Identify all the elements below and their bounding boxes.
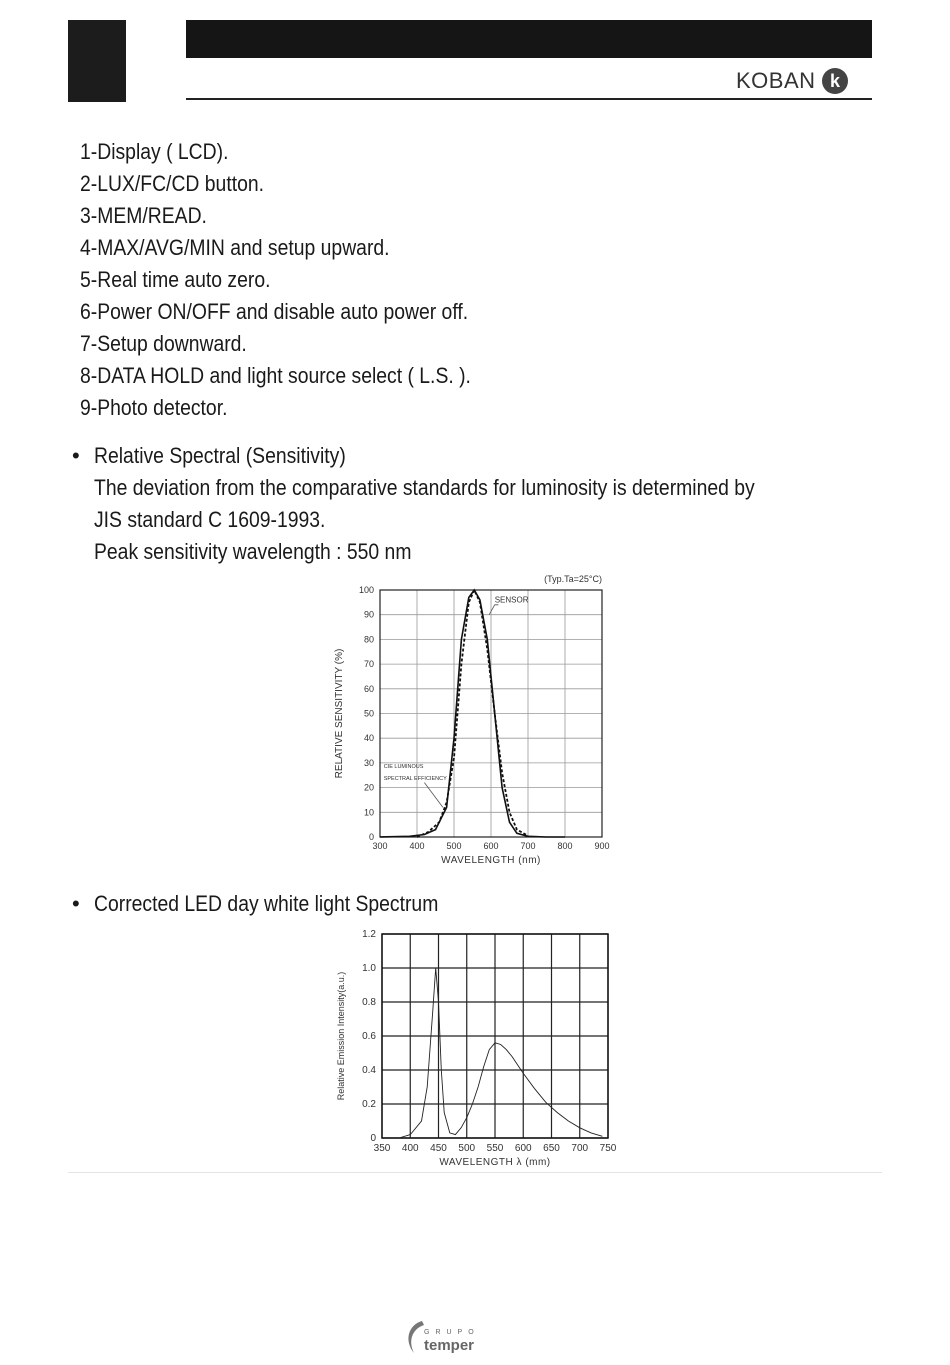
- x-tick-label: 650: [543, 1143, 560, 1154]
- y-tick-label: 0.6: [362, 1031, 376, 1042]
- y-tick-label: 0.8: [362, 997, 376, 1008]
- x-tick-label: 750: [599, 1143, 617, 1154]
- y-tick-label: 80: [363, 634, 374, 645]
- x-tick-label: 300: [372, 841, 388, 851]
- section-title: Corrected LED day white light Spectrum: [94, 891, 439, 916]
- paragraph-line: Peak sensitivity wavelength : 550 nm: [94, 539, 412, 564]
- list-item: 3-MEM/READ.: [80, 203, 207, 228]
- x-tick-label: 400: [401, 1143, 419, 1154]
- page-tab-marker: [68, 20, 126, 102]
- y-tick-label: 70: [363, 659, 374, 670]
- y-tick-label: 0: [370, 1133, 376, 1144]
- x-tick-label: 450: [430, 1143, 447, 1154]
- paragraph-line: JIS standard C 1609-1993.: [94, 507, 326, 532]
- list-item: 4-MAX/AVG/MIN and setup upward.: [80, 235, 390, 260]
- y-tick-label: 10: [363, 807, 374, 818]
- list-item: 5-Real time auto zero.: [80, 267, 271, 292]
- led-spectrum-chart: [320, 925, 630, 1175]
- x-tick-label: 400: [409, 841, 425, 851]
- relative-sensitivity-svg: [320, 570, 630, 875]
- x-axis-label: WAVELENGTH λ (mm): [439, 1157, 551, 1168]
- list-item: 2-LUX/FC/CD button.: [80, 171, 264, 196]
- y-tick-label: 100: [358, 585, 374, 595]
- x-tick-label: 600: [483, 841, 499, 851]
- y-tick-label: 0: [368, 832, 374, 842]
- led-spectrum-svg: [320, 925, 630, 1175]
- section-title: Relative Spectral (Sensitivity): [94, 443, 346, 468]
- bullet-icon: •: [72, 891, 80, 916]
- list-item: 1-Display ( LCD).: [80, 139, 229, 164]
- x-tick-label: 700: [571, 1143, 589, 1154]
- sensor-label: SENSOR: [494, 595, 529, 605]
- logo-text-big: temper: [424, 1337, 475, 1354]
- brand-logo: [736, 65, 850, 97]
- x-tick-label: 500: [458, 1143, 476, 1154]
- x-tick-label: 500: [446, 841, 462, 851]
- list-item: 8-DATA HOLD and light source select ( L.S. ).: [80, 363, 471, 388]
- koban-k-icon: [820, 66, 850, 96]
- sensor-leader-line: [489, 605, 498, 615]
- paragraph-line: The deviation from the comparative standards for luminosity is determined by: [94, 475, 755, 500]
- y-tick-label: 0.2: [362, 1099, 376, 1110]
- y-tick-label: 0.4: [362, 1065, 376, 1076]
- x-tick-label: 550: [486, 1143, 504, 1154]
- list-item: 7-Setup downward.: [80, 331, 247, 356]
- brand-mark: k: [829, 71, 840, 91]
- emission-curve: [399, 968, 602, 1138]
- list-item: 9-Photo detector.: [80, 395, 228, 420]
- cie-label: SPECTRAL EFFICIENCY: [383, 776, 447, 783]
- x-tick-label: 900: [594, 841, 610, 851]
- header-bar: [186, 20, 872, 58]
- y-tick-label: 60: [363, 683, 374, 694]
- chart-annotation: (Typ.Ta=25°C): [544, 574, 602, 584]
- x-tick-label: 350: [373, 1143, 391, 1154]
- brand-name: KOBAN: [736, 68, 816, 93]
- y-axis-label: Relative Emission Intensity(a.u.): [336, 971, 346, 1101]
- x-tick-label: 700: [520, 841, 536, 851]
- cie-leader-line: [424, 783, 443, 808]
- grupo-temper-logo: [400, 1315, 490, 1360]
- x-tick-label: 800: [557, 841, 573, 851]
- component-list: [80, 136, 524, 424]
- list-item: 6-Power ON/OFF and disable auto power off.: [80, 299, 469, 324]
- x-tick-label: 600: [514, 1143, 532, 1154]
- header-rule: [186, 98, 872, 100]
- cie-label: CIE LUMINOUS: [383, 763, 424, 770]
- y-tick-label: 20: [363, 782, 374, 793]
- relative-sensitivity-chart: [320, 570, 630, 875]
- y-tick-label: 1.0: [362, 963, 376, 974]
- y-tick-label: 90: [363, 609, 374, 620]
- y-axis-label: RELATIVE SENSITIVITY (%): [334, 648, 345, 779]
- bullet-icon: •: [72, 443, 80, 468]
- y-tick-label: 40: [363, 733, 374, 744]
- x-axis-label: WAVELENGTH (nm): [441, 855, 541, 866]
- y-tick-label: 1.2: [362, 929, 376, 940]
- logo-text-small: GRUPO: [424, 1329, 480, 1336]
- bottom-rule: [68, 1172, 882, 1173]
- y-tick-label: 30: [363, 757, 374, 768]
- y-tick-label: 50: [363, 708, 374, 719]
